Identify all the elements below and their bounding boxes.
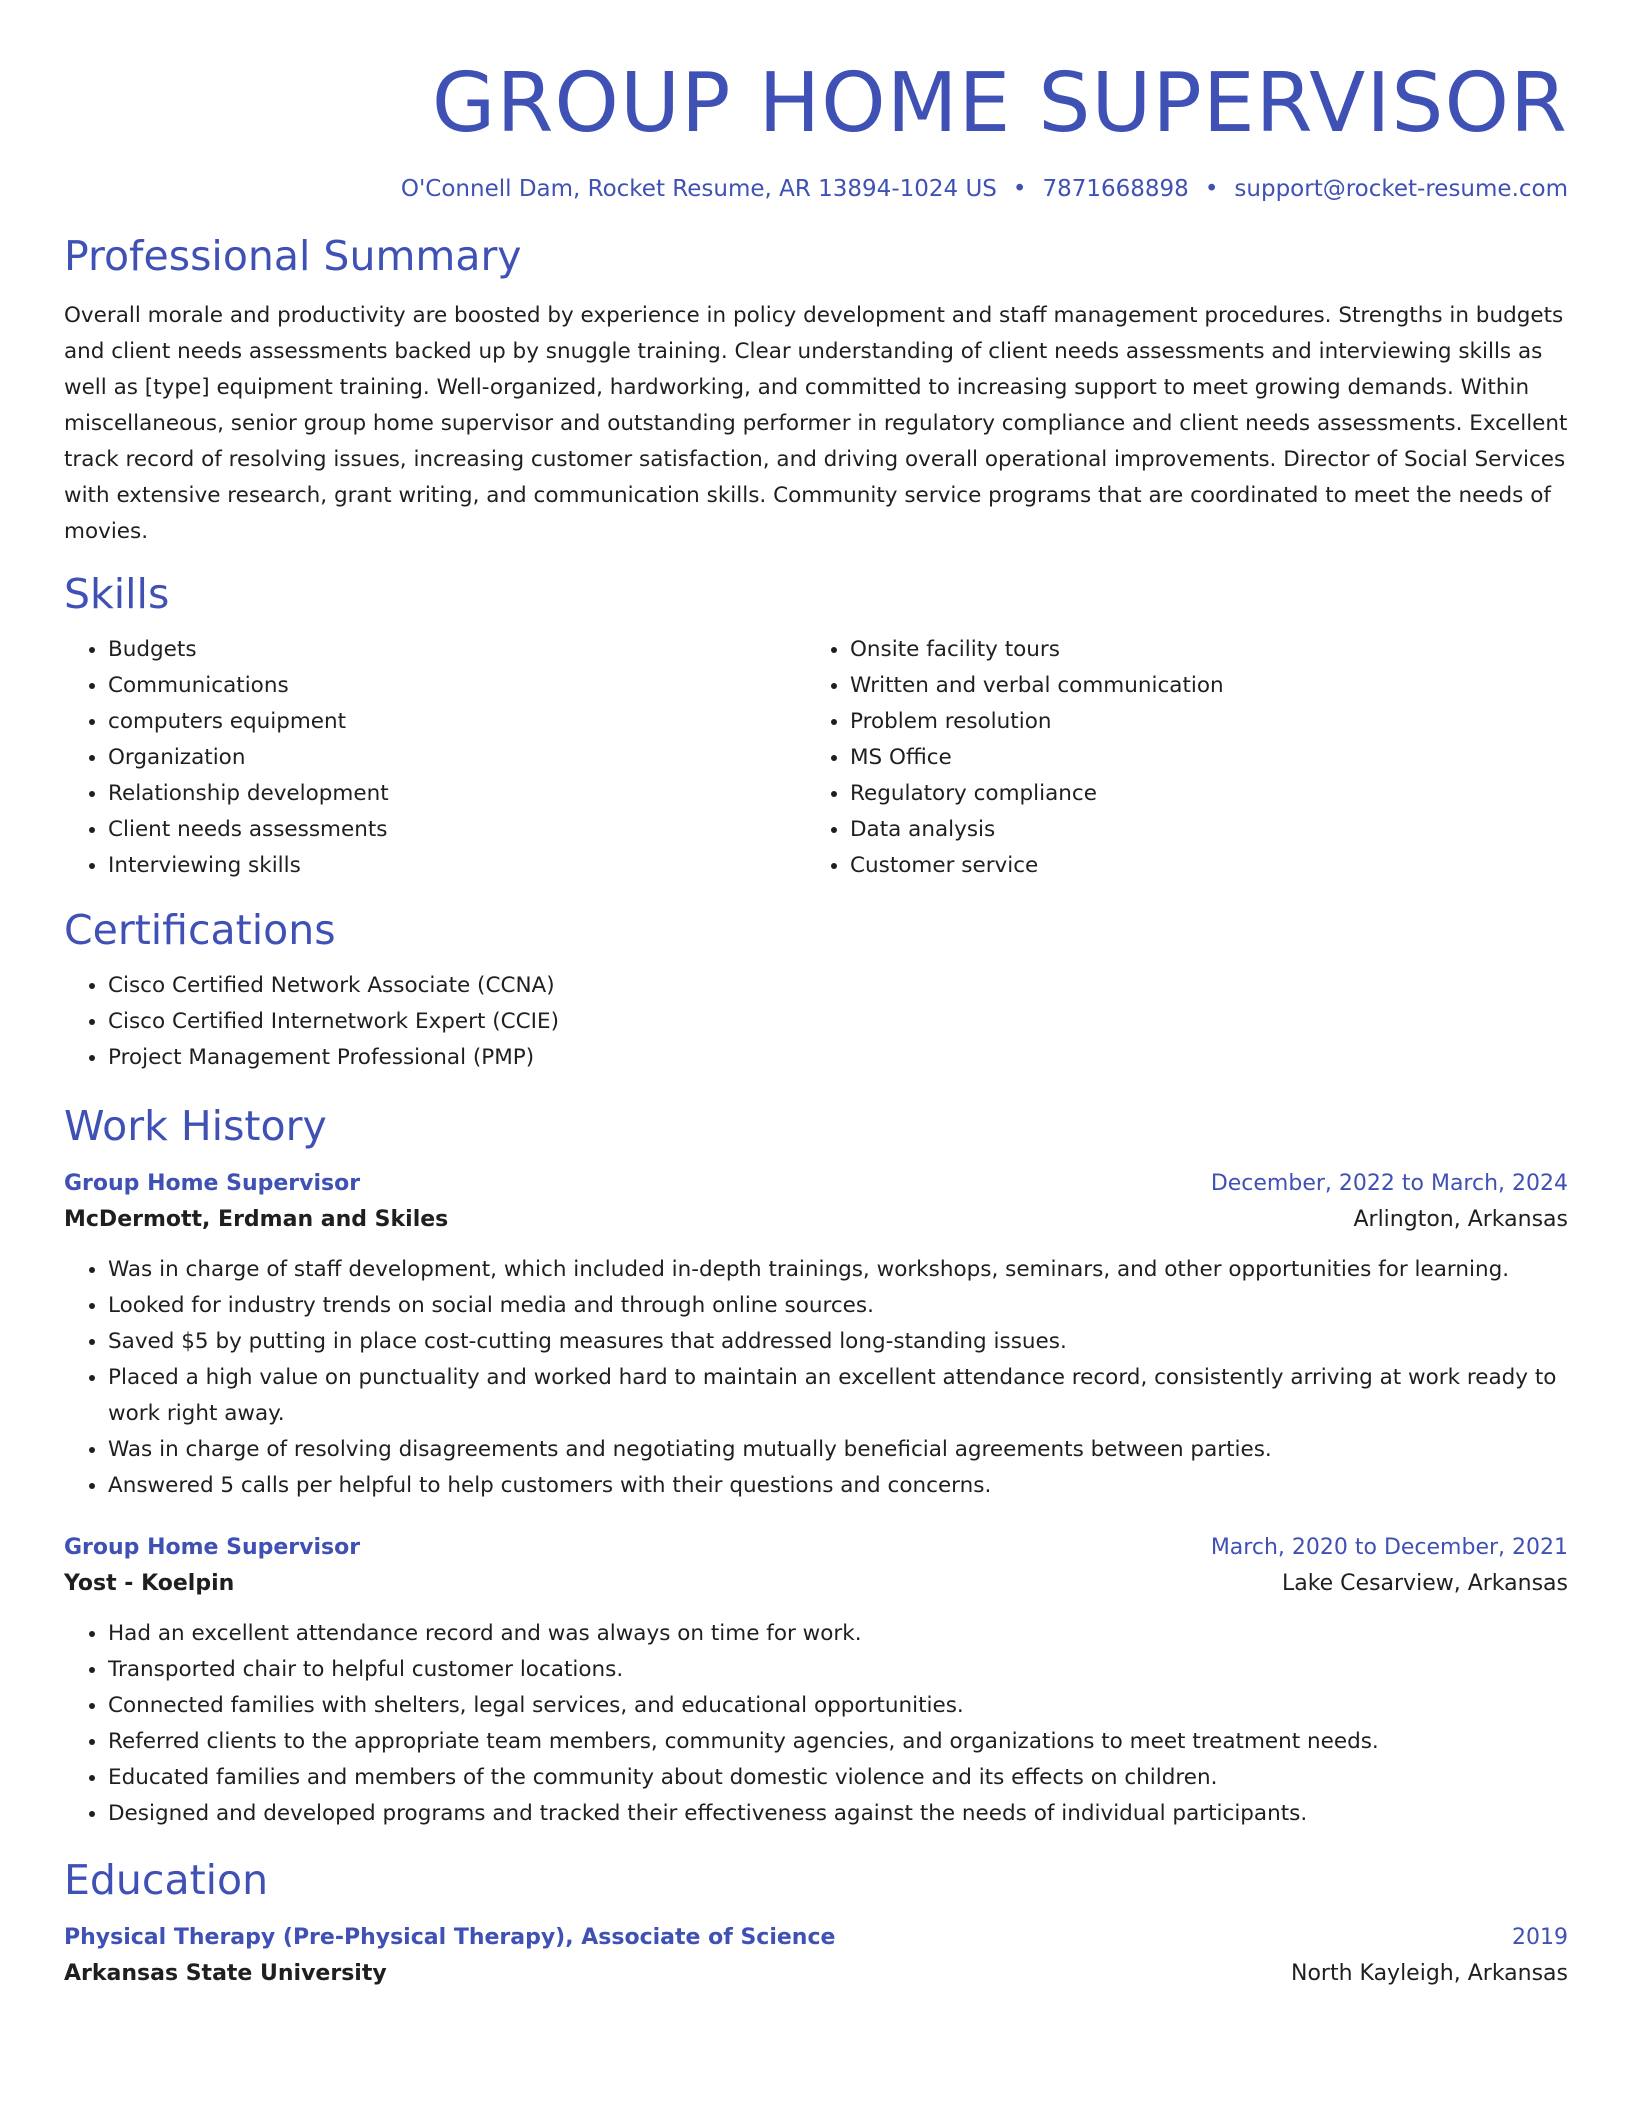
skill-item: • Budgets [108, 632, 806, 668]
job-company: Yost - Koelpin [64, 1571, 235, 1596]
skill-item: • Client needs assessments [108, 812, 806, 848]
contact-separator: • [1012, 176, 1027, 202]
certification-item: • Cisco Certified Internetwork Expert (CCIE) [108, 1004, 1568, 1040]
job-bullet: • Had an excellent attendance record and was always on time for work. [108, 1616, 1568, 1652]
contact-address: O'Connell Dam, Rocket Resume, AR 13894-1024 US [400, 176, 997, 202]
skills-column-right [806, 632, 1548, 884]
job-bullet: • Placed a high value on punctuality and worked hard to maintain an excellent attendance record, consistently arriving at work ready to work right away. [108, 1360, 1568, 1432]
skills-heading: Skills [64, 570, 170, 618]
skills-column-left [64, 632, 806, 884]
job-bullet: • Connected families with shelters, legal services, and educational opportunities. [108, 1688, 1568, 1724]
job-bullet: • Was in charge of staff development, which included in-depth trainings, workshops, seminars, and other opportunities for learning. [108, 1252, 1568, 1288]
skills-list [64, 632, 1568, 884]
work-history-heading: Work History [64, 1102, 327, 1150]
contact-separator: • [1204, 176, 1219, 202]
job-bullet: • Was in charge of resolving disagreements and negotiating mutually beneficial agreements between parties. [108, 1432, 1568, 1468]
skill-item: • Written and verbal communication [850, 668, 1548, 704]
school-name: Arkansas State University [64, 1961, 387, 1986]
skill-item: • computers equipment [108, 704, 806, 740]
job-dates: March, 2020 to December, 2021 [1210, 1535, 1568, 1560]
job-company: McDermott, Erdman and Skiles [64, 1207, 449, 1232]
education-heading: Education [64, 1856, 269, 1904]
job-entry [64, 1168, 1568, 1504]
job-bullet: • Designed and developed programs and tracked their effectiveness against the needs of individual participants. [108, 1796, 1568, 1832]
skill-item: • Onsite facility tours [850, 632, 1548, 668]
contact-phone: 7871668898 [1042, 176, 1189, 202]
job-location: Lake Cesarview, Arkansas [1281, 1571, 1568, 1596]
skill-item: • Interviewing skills [108, 848, 806, 884]
skill-item: • Customer service [850, 848, 1548, 884]
certifications-list [64, 968, 1568, 1076]
school-location: North Kayleigh, Arkansas [1291, 1961, 1568, 1986]
education-entry [64, 1922, 1568, 1994]
job-bullet: • Referred clients to the appropriate team members, community agencies, and organizations to meet treatment needs. [108, 1724, 1568, 1760]
summary-heading: Professional Summary [64, 232, 522, 280]
job-bullet: • Educated families and members of the community about domestic violence and its effects on children. [108, 1760, 1568, 1796]
skill-item: • Regulatory compliance [850, 776, 1548, 812]
skill-item: • Communications [108, 668, 806, 704]
job-bullet: • Saved $5 by putting in place cost-cutting measures that addressed long-standing issues. [108, 1324, 1568, 1360]
job-title: Group Home Supervisor [64, 1535, 361, 1560]
job-title: Group Home Supervisor [64, 1171, 361, 1196]
job-bullet: • Answered 5 calls per helpful to help customers with their questions and concerns. [108, 1468, 1568, 1504]
job-entry [64, 1532, 1568, 1832]
certification-item: • Cisco Certified Network Associate (CCNA) [108, 968, 1568, 1004]
job-bullets [64, 1252, 1568, 1504]
summary-text: Overall morale and productivity are boosted by experience in policy development and staff management procedures. Strengths in budgets and client needs assessments backed up by snuggle training. Clear understanding of client needs assessments and interviewing skills as well as [type] equipment training. Well-organized, hardworking, and committed to increasing support to meet growing demands. Within miscellaneous, senior group home supervisor and outstanding performer in regulatory compliance and client needs assessments. Excellent track record of resolving issues, increasing customer satisfaction, and driving overall operational improvements. Director of Social Services with extensive research, grant writing, and communication skills. Community service programs that are coordinated to meet the needs of movies. [64, 303, 1568, 544]
skill-item: • MS Office [850, 740, 1548, 776]
candidate-name: GROUP HOME SUPERVISOR [431, 56, 1568, 151]
job-dates: December, 2022 to March, 2024 [1210, 1171, 1568, 1196]
certification-item: • Project Management Professional (PMP) [108, 1040, 1568, 1076]
job-bullets [64, 1616, 1568, 1832]
certifications-heading: Certifications [64, 906, 336, 954]
contact-email[interactable]: support@rocket-resume.com [1234, 176, 1568, 202]
degree: Physical Therapy (Pre-Physical Therapy), Associate of Science [64, 1925, 836, 1950]
skill-item: • Organization [108, 740, 806, 776]
skill-item: • Problem resolution [850, 704, 1548, 740]
skill-item: • Data analysis [850, 812, 1548, 848]
job-location: Arlington, Arkansas [1353, 1207, 1568, 1232]
job-bullet: • Looked for industry trends on social media and through online sources. [108, 1288, 1568, 1324]
job-bullet: • Transported chair to helpful customer locations. [108, 1652, 1568, 1688]
skill-item: • Relationship development [108, 776, 806, 812]
graduation-year: 2019 [1512, 1925, 1568, 1950]
contact-line [64, 174, 1568, 204]
